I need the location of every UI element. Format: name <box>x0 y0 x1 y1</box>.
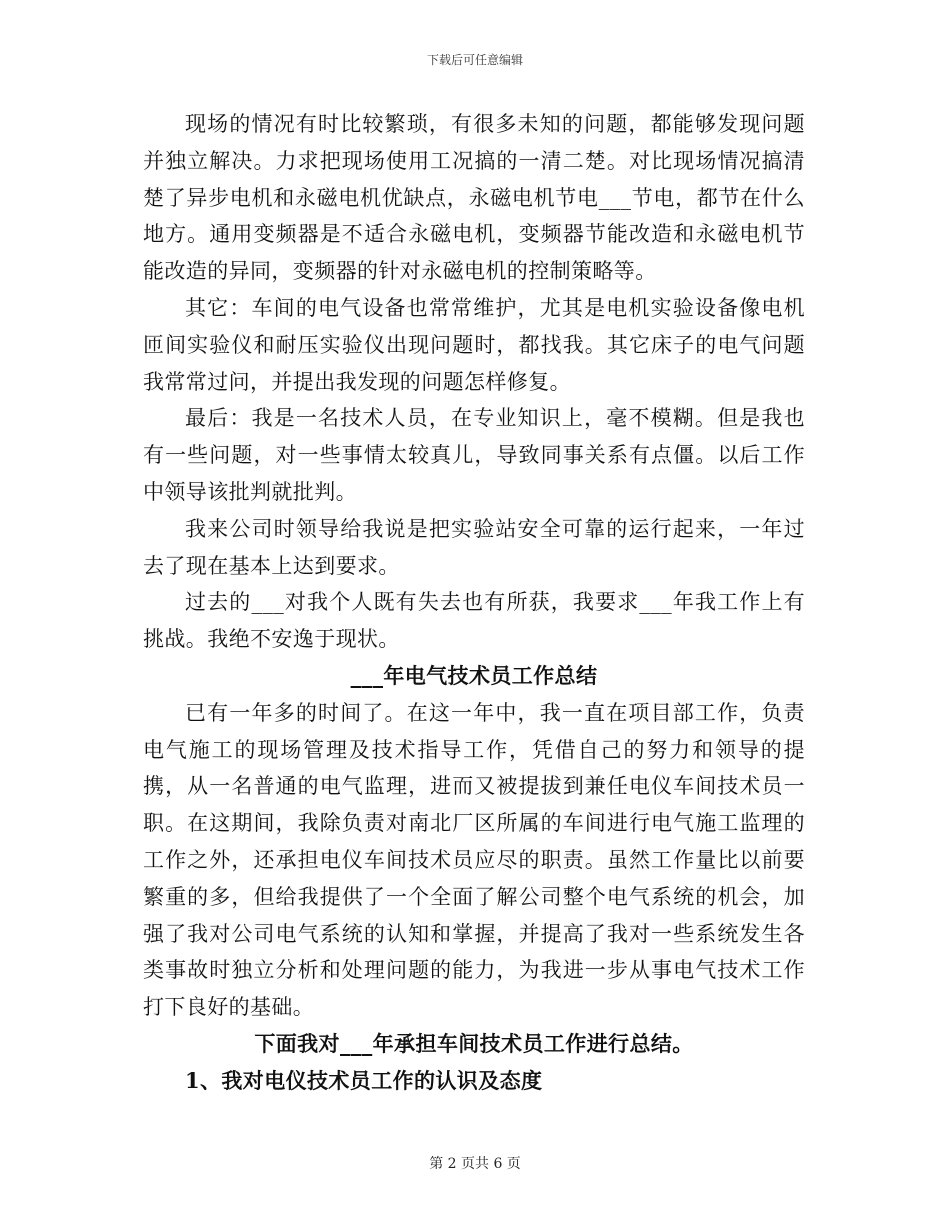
paragraph-section-intro: 已有一年多的时间了。在这一年中，我一直在项目部工作，负责电气施工的现场管理及技术指导工作，凭借自己的努力和领导的提携，从一名普通的电气监理，进而又被提拔到兼任电仪车间技术员一职。在这期间，我除负责对南北厂区所属的车间进行电气施工监理的工作之外，还承担电仪车间技术员应尽的职责。虽然工作量比以前要繁重的多，但给我提供了一个全面了解公司整个电气系统的机会，加强了我对公司电气系统的认知和掌握，并提高了我对一些系统发生各类事故时独立分析和处理问题的能力，为我进一步从事电气技术工作打下良好的基础。 <box>143 700 805 1020</box>
summary-heading: 下面我对___年承担车间技术员工作进行总结。 <box>254 1030 694 1056</box>
section-title: ___年电气技术员工作总结 <box>350 662 598 688</box>
subheading-attitude: 1、我对电仪技术员工作的认识及态度 <box>185 1067 543 1093</box>
paragraph-site-work: 现场的情况有时比较繁琐，有很多未知的问题，都能够发现问题并独立解决。力求把现场使用工况搞的一清二楚。对比现场情况搞清楚了异步电机和永磁电机优缺点，永磁电机节电___节电，都节在什么地方。通用变频器是不适合永磁电机，变频器节能改造和永磁电机节能改造的异同，变频器的针对永磁电机的控制策略等。 <box>143 112 805 284</box>
page-header: 下载后可任意编辑 <box>426 53 523 67</box>
paragraph-other: 其它：车间的电气设备也常常维护，尤其是电机实验设备像电机匝间实验仪和耐压实验仪出现问题时，都找我。其它床子的电气问题我常常过问，并提出我发现的问题怎样修复。 <box>143 295 805 394</box>
document-body <box>143 106 805 1100</box>
paragraph-finally: 最后：我是一名技术人员，在专业知识上，毫不模糊。但是我也有一些问题，对一些事情太较真儿，导致同事关系有点僵。以后工作中领导该批判就批判。 <box>143 406 805 504</box>
page-footer: 第 2 页共 6 页 <box>429 1156 521 1172</box>
paragraph-company: 我来公司时领导给我说是把实验站安全可靠的运行起来，一年过去了现在基本上达到要求。 <box>143 516 805 578</box>
paragraph-past-year: 过去的___对我个人既有失去也有所获，我要求___年我工作上有挑战。我绝不安逸于现状。 <box>143 590 805 652</box>
